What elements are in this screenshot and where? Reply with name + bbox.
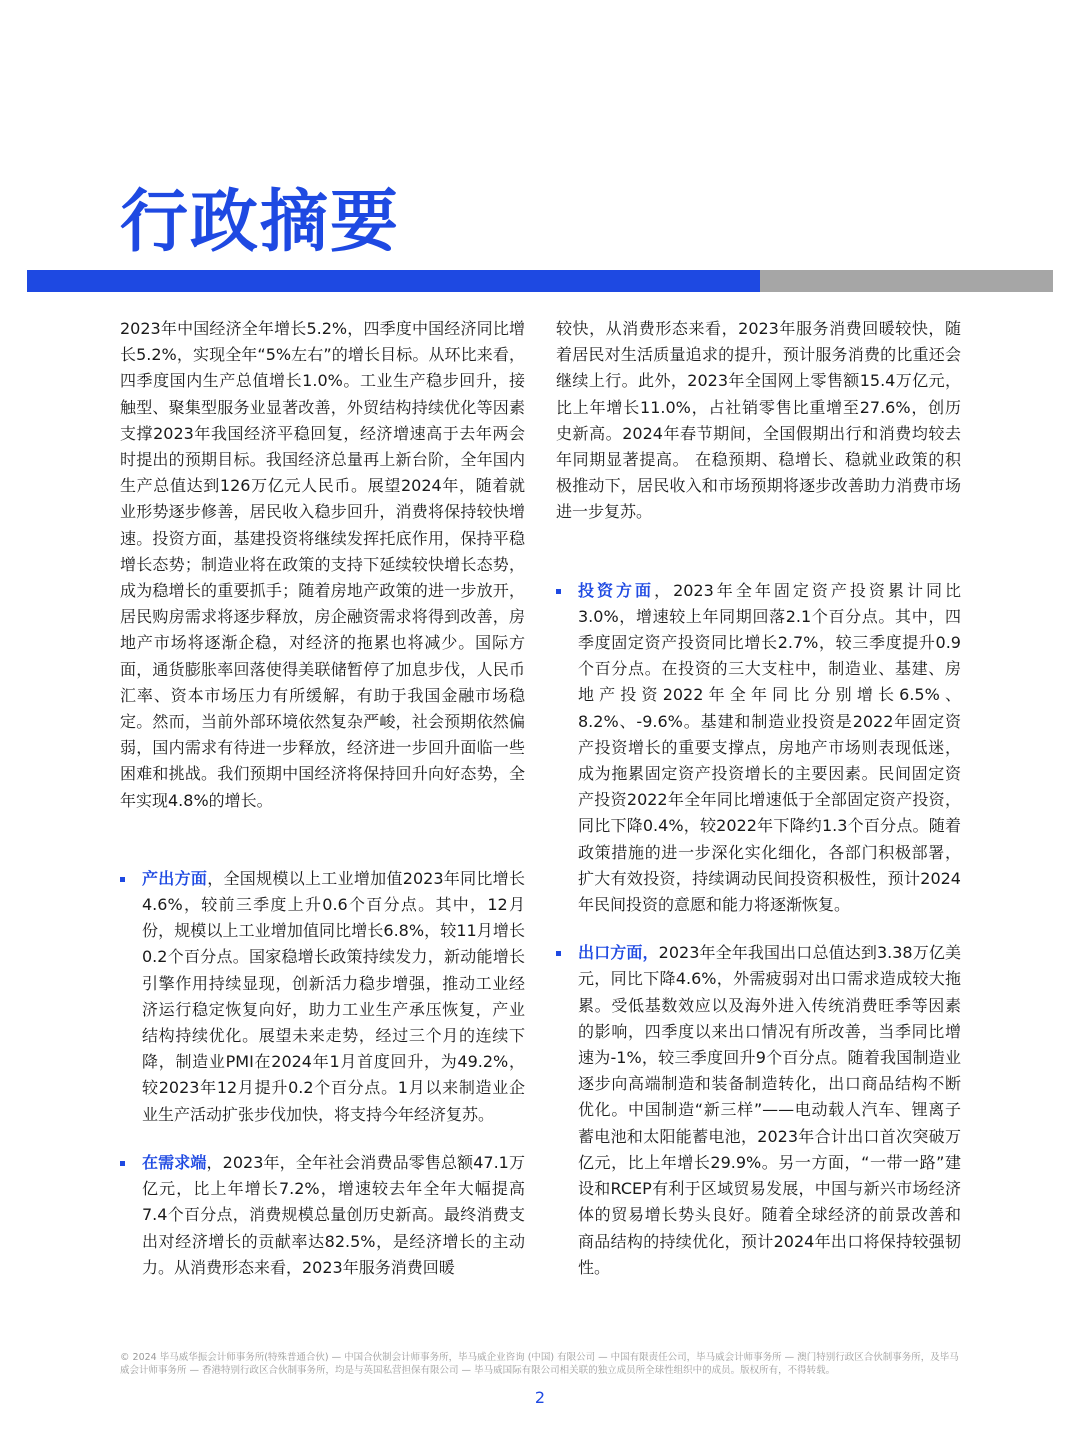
bullet-export-text: 2023年全年我国出口总值达到3.38万亿美元，同比下降4.6%，外需疲弱对出口需求造成较大拖累。受低基数效应以及海外进入传统消费旺季等因素的影响，四季度以来出口情况有所改善，当季同比增速为-1%，较三季度回升9个百分点。随着我国制造业逐步向高端制造和装备制造转化，出口商品结构不断优化。中国制造“新三样”——电动载人汽车、锂离子蓄电池和太阳能蓄电池，2023年合计出口首次突破万亿元，比上年增长29.9%。另一方面，“一带一路”建设和RCEP有利于区域贸易发展，中国与新兴市场经济体的贸易增长势头良好。随着全球经济的前景改善和商品结构的持续优化，预计2024年出口将保持较强韧性。 <box>578 943 961 1277</box>
right-column <box>556 316 961 1281</box>
left-column <box>120 316 525 1281</box>
bullet-square-icon <box>120 877 125 882</box>
header-bar-gray <box>760 270 1053 292</box>
page-number: 2 <box>534 1388 546 1407</box>
bullet-square-icon <box>556 951 561 956</box>
bullet-demand <box>120 1150 525 1281</box>
bullet-square-icon <box>556 589 561 594</box>
header-bar-blue <box>27 270 760 292</box>
bullet-investment-heading: 投资方面 <box>578 580 655 600</box>
bullet-export-heading: 出口方面， <box>578 943 659 963</box>
bullet-output-text: ，全国规模以上工业增加值2023年同比增长4.6%，较前三季度上升0.6个百分点。其中，12月份，规模以上工业增加值同比增长6.8%，较11月增长0.2个百分点。国家稳增长政策持续发力，新动能增长引擎作用持续显现，创新活力稳步增强，推动工业经济运行稳定恢复向好，助力工业生产承压恢复，产业结构持续优化。展望未来走势，经过三个月的连续下降，制造业PMI在2024年1月首度回升，为49.2%，较2023年12月提升0.2个百分点。1月以来制造业企业生产活动扩张步伐加快，将支持今年经济复苏。 <box>142 868 525 1124</box>
intro-paragraph: 2023年中国经济全年增长5.2%，四季度中国经济同比增长5.2%，实现全年“5%左右”的增长目标。从环比来看，四季度国内生产总值增长1.0%。工业生产稳步回升，接触型、聚集型服务业显著改善，外贸结构持续优化等因素支撑2023年我国经济平稳回复，经济增速高于去年两会时提出的预期目标。我国经济总量再上新台阶，全年国内生产总值达到126万亿元人民币。展望2024年，随着就业形势逐步修善，居民收入稳步回升，消费将保持较快增速。投资方面，基建投资将继续发挥托底作用，保持平稳增长态势；制造业将在政策的支持下延续较快增长态势，成为稳增长的重要抓手；随着房地产政策的进一步放开，居民购房需求将逐步释放，房企融资需求将得到改善，房地产市场将逐渐企稳，对经济的拖累也将减少。国际方面，通货膨胀率回落使得美联储暂停了加息步伐，人民币汇率、资本市场压力有所缓解，有助于我国金融市场稳定。然而，当前外部环境依然复杂严峻，社会预期依然偏弱，国内需求有待进一步释放，经济进一步回升面临一些困难和挑战。我们预期中国经济将保持回升向好态势，全年实现4.8%的增长。 <box>120 319 525 810</box>
continuation-paragraph: 较快，从消费形态来看，2023年服务消费回暖较快，随着居民对生活质量追求的提升，预计服务消费的比重还会继续上行。此外，2023年全国网上零售额15.4万亿元，比上年增长11.0%，占社销零售比重增至27.6%，创历史新高。2024年春节期间，全国假期出行和消费均较去年同期显著提高。 在稳预期、稳增长、稳就业政策的积极推动下，居民收入和市场预期将逐步改善助力消费市场进一步复苏。 <box>556 319 961 522</box>
bullet-investment <box>556 578 961 919</box>
bullet-demand-text: ，2023年，全年社会消费品零售总额47.1万亿元，比上年增长7.2%，增速较去年全年大幅提高7.4个百分点，消费规模总量创历史新高。最终消费支出对经济增长的贡献率达82.5%，是经济增长的主动力。从消费形态来看，2023年服务消费回暖 <box>142 1152 525 1277</box>
bullet-export <box>556 940 961 1281</box>
copyright-footer: © 2024 毕马威华振会计师事务所(特殊普通合伙) — 中国合伙制会计师事务所，毕马威企业咨询 (中国) 有限公司 — 中国有限责任公司，毕马威会计师事务所 — 澳门特别行政区合伙制事务所，及毕马威会计师事务所 — 香港特别行政区合伙制事务所，均是与英国私营担保有限公司 — 毕马威国际有限公司相关联的独立成员所全球性组织中的成员。版权所有，不得转载。 <box>120 1352 959 1376</box>
bullet-output <box>120 866 525 1128</box>
bullet-output-heading: 产出方面 <box>142 868 208 888</box>
page-title: 行政摘要 <box>120 183 401 262</box>
bullet-investment-text: ，2023年全年固定资产投资累计同比3.0%，增速较上年同期回落2.1个百分点。其中，四季度固定资产投资同比增长2.7%，较三季度提升0.9个百分点。在投资的三大支柱中，制造业、基建、房地产投资2022年全年同比分别增长6.5%、8.2%、-9.6%。基建和制造业投资是2022年固定资产投资增长的重要支撑点，房地产市场则表现低迷，成为拖累固定资产投资增长的主要因素。民间固定资产投资2022年全年同比增速低于全部固定资产投资，同比下降0.4%，较2022年下降约1.3个百分点。随着政策措施的进一步深化实化细化，各部门积极部署，扩大有效投资，持续调动民间投资积极性，预计2024年民间投资的意愿和能力将逐渐恢复。 <box>578 580 961 915</box>
bullet-square-icon <box>120 1161 125 1166</box>
bullet-demand-heading: 在需求端 <box>142 1152 207 1172</box>
